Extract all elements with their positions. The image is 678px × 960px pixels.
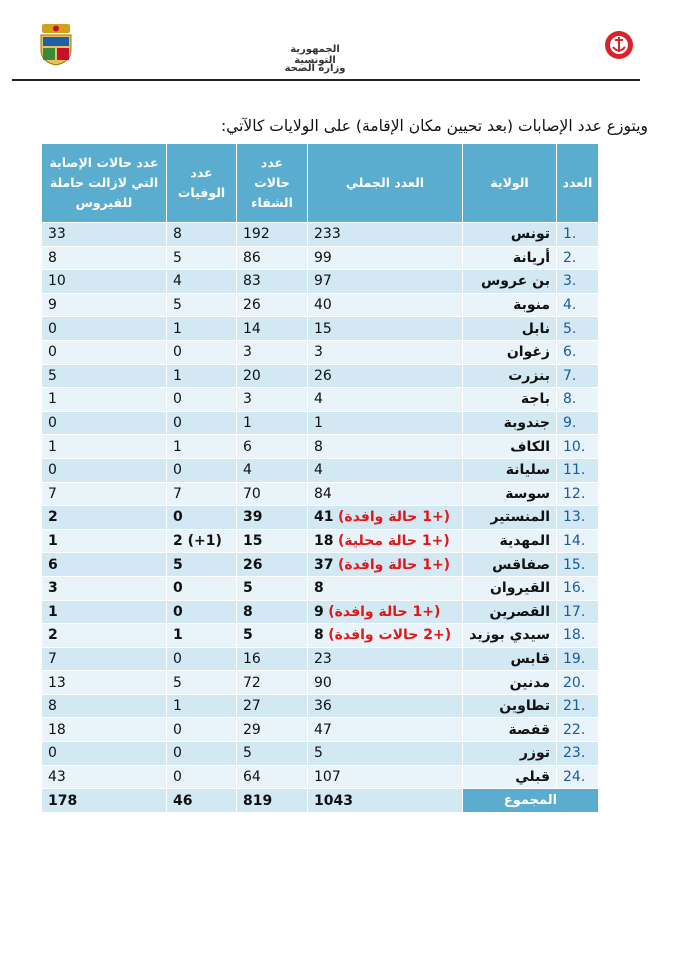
row-active: 1 [42, 600, 167, 624]
row-total [308, 694, 463, 718]
row-recovered: 3 [237, 340, 308, 364]
row-deaths: 0 [167, 742, 237, 766]
row-active: 9 [42, 293, 167, 317]
row-total-value: 8 [314, 627, 324, 644]
row-total [308, 600, 463, 624]
row-recovered: 6 [237, 435, 308, 459]
row-governorate: قابس [463, 647, 557, 671]
row-total [308, 506, 463, 530]
row-recovered: 29 [237, 718, 308, 742]
table-row [42, 624, 599, 648]
totals-label: المجموع [463, 789, 599, 813]
row-governorate: توزر [463, 742, 557, 766]
row-governorate: تونس [463, 223, 557, 247]
table-row [42, 458, 599, 482]
row-total [308, 435, 463, 459]
row-total [308, 223, 463, 247]
row-deaths: 5 [167, 553, 237, 577]
row-total-value: 26 [314, 367, 332, 384]
row-total-value: 47 [314, 721, 332, 738]
row-deaths: 2 (+1) [167, 529, 237, 553]
row-governorate: تطاوين [463, 694, 557, 718]
row-total [308, 411, 463, 435]
row-active: 43 [42, 765, 167, 789]
col-index-header: العدد [557, 144, 599, 223]
table-row [42, 270, 599, 294]
row-deaths: 5 [167, 293, 237, 317]
row-recovered: 1 [237, 411, 308, 435]
row-active: 0 [42, 340, 167, 364]
ministry-anchor-logo-icon [604, 30, 634, 60]
row-active: 6 [42, 553, 167, 577]
header-divider [12, 79, 640, 81]
row-index: 5. [557, 317, 599, 341]
table-row [42, 553, 599, 577]
row-index: 6. [557, 340, 599, 364]
row-active: 2 [42, 624, 167, 648]
row-governorate: قفصة [463, 718, 557, 742]
row-governorate: سوسة [463, 482, 557, 506]
row-recovered: 70 [237, 482, 308, 506]
row-governorate: أريانة [463, 246, 557, 270]
document-header [0, 0, 678, 85]
row-recovered: 5 [237, 576, 308, 600]
row-deaths: 7 [167, 482, 237, 506]
col-recovered-header: عدد حالات الشفاء [237, 144, 308, 223]
row-active: 7 [42, 482, 167, 506]
row-total-value: 23 [314, 650, 332, 667]
row-active: 1 [42, 529, 167, 553]
row-deaths: 0 [167, 340, 237, 364]
totals-deaths: 46 [167, 789, 237, 813]
row-index: 2. [557, 246, 599, 270]
row-index: 7. [557, 364, 599, 388]
row-total-note: (+2 حالات وافدة) [328, 627, 452, 644]
row-governorate: سيدي بوزيد [463, 624, 557, 648]
row-total [308, 270, 463, 294]
table-row [42, 506, 599, 530]
row-total [308, 388, 463, 412]
row-recovered: 15 [237, 529, 308, 553]
row-governorate: منوبة [463, 293, 557, 317]
row-index: 8. [557, 388, 599, 412]
row-total-value: 99 [314, 249, 332, 266]
row-total-note: (+1 حالة محلية) [337, 533, 450, 550]
row-index: 19. [557, 647, 599, 671]
row-index: 17. [557, 600, 599, 624]
row-total [308, 293, 463, 317]
row-total [308, 742, 463, 766]
row-total [308, 246, 463, 270]
row-total [308, 553, 463, 577]
row-total [308, 364, 463, 388]
row-total [308, 718, 463, 742]
row-recovered: 26 [237, 553, 308, 577]
row-index: 12. [557, 482, 599, 506]
row-active: 1 [42, 388, 167, 412]
row-deaths: 0 [167, 647, 237, 671]
row-total [308, 765, 463, 789]
row-active: 10 [42, 270, 167, 294]
row-recovered: 27 [237, 694, 308, 718]
row-total-value: 5 [314, 745, 323, 762]
row-total-value: 18 [314, 533, 334, 550]
row-total [308, 529, 463, 553]
col-governorate-header: الولاية [463, 144, 557, 223]
row-total-value: 107 [314, 768, 341, 785]
row-governorate: جندوبة [463, 411, 557, 435]
table-row [42, 482, 599, 506]
row-governorate: المنستير [463, 506, 557, 530]
row-active: 8 [42, 694, 167, 718]
table-row [42, 388, 599, 412]
row-recovered: 26 [237, 293, 308, 317]
row-governorate: باجة [463, 388, 557, 412]
row-recovered: 4 [237, 458, 308, 482]
row-total-note: (+1 حالة وافدة) [328, 603, 441, 620]
row-deaths: 4 [167, 270, 237, 294]
table-row [42, 694, 599, 718]
row-governorate: بن عروس [463, 270, 557, 294]
row-governorate: قبلي [463, 765, 557, 789]
row-active: 7 [42, 647, 167, 671]
row-deaths: 1 [167, 694, 237, 718]
table-row [42, 647, 599, 671]
row-total-value: 8 [314, 438, 323, 455]
row-index: 15. [557, 553, 599, 577]
row-recovered: 64 [237, 765, 308, 789]
row-active: 5 [42, 364, 167, 388]
row-recovered: 5 [237, 742, 308, 766]
row-index: 20. [557, 671, 599, 695]
row-total [308, 576, 463, 600]
row-deaths: 0 [167, 718, 237, 742]
row-index: 23. [557, 742, 599, 766]
row-governorate: الكاف [463, 435, 557, 459]
row-governorate: بنزرت [463, 364, 557, 388]
row-active: 0 [42, 458, 167, 482]
table-row [42, 576, 599, 600]
row-total [308, 317, 463, 341]
row-total [308, 647, 463, 671]
row-deaths: 1 [167, 364, 237, 388]
table-row [42, 718, 599, 742]
col-active-header: عدد حالات الإصابة التي لازالت حاملة للفيروس [42, 144, 167, 223]
row-recovered: 39 [237, 506, 308, 530]
table-row [42, 293, 599, 317]
row-deaths: 1 [167, 317, 237, 341]
row-total-value: 1 [314, 415, 323, 432]
row-governorate: صفاقس [463, 553, 557, 577]
row-index: 13. [557, 506, 599, 530]
row-index: 24. [557, 765, 599, 789]
row-total-value: 233 [314, 226, 341, 243]
row-index: 21. [557, 694, 599, 718]
table-row [42, 364, 599, 388]
row-active: 2 [42, 506, 167, 530]
row-recovered: 192 [237, 223, 308, 247]
row-governorate: القصرين [463, 600, 557, 624]
table-row [42, 223, 599, 247]
row-active: 3 [42, 576, 167, 600]
row-deaths: 0 [167, 458, 237, 482]
row-deaths: 5 [167, 671, 237, 695]
row-total-value: 9 [314, 603, 324, 620]
row-deaths: 0 [167, 411, 237, 435]
row-active: 18 [42, 718, 167, 742]
row-deaths: 8 [167, 223, 237, 247]
row-total-value: 36 [314, 698, 332, 715]
row-active: 8 [42, 246, 167, 270]
row-recovered: 8 [237, 600, 308, 624]
row-governorate: المهدية [463, 529, 557, 553]
row-total-value: 3 [314, 344, 323, 361]
table-row [42, 340, 599, 364]
row-governorate: زغوان [463, 340, 557, 364]
table-row [42, 317, 599, 341]
row-index: 10. [557, 435, 599, 459]
row-deaths: 0 [167, 765, 237, 789]
row-deaths: 1 [167, 435, 237, 459]
republic-label: الجمهورية التونسية [290, 44, 340, 66]
row-total [308, 482, 463, 506]
row-deaths: 5 [167, 246, 237, 270]
row-recovered: 5 [237, 624, 308, 648]
table-row [42, 411, 599, 435]
row-index: 9. [557, 411, 599, 435]
row-active: 0 [42, 742, 167, 766]
tunisia-emblem-icon [38, 22, 74, 66]
table-row [42, 671, 599, 695]
row-recovered: 16 [237, 647, 308, 671]
row-deaths: 0 [167, 600, 237, 624]
totals-recovered: 819 [237, 789, 308, 813]
totals-total: 1043 [308, 789, 463, 813]
cases-by-governorate-table [41, 143, 599, 813]
row-index: 16. [557, 576, 599, 600]
row-total-value: 84 [314, 485, 332, 502]
intro-text: ويتوزع عدد الإصابات (بعد تحيين مكان الإقامة) على الولايات كالآتي: [220, 117, 648, 135]
row-total [308, 340, 463, 364]
row-index: 4. [557, 293, 599, 317]
row-index: 3. [557, 270, 599, 294]
row-total-note: (+1 حالة وافدة) [337, 556, 451, 573]
row-total-value: 90 [314, 674, 332, 691]
row-active: 13 [42, 671, 167, 695]
totals-active: 178 [42, 789, 167, 813]
row-total-value: 37 [314, 556, 334, 573]
row-recovered: 14 [237, 317, 308, 341]
row-total-value: 15 [314, 320, 332, 337]
row-index: 18. [557, 624, 599, 648]
table-header-row [42, 144, 599, 223]
row-total [308, 624, 463, 648]
row-active: 0 [42, 317, 167, 341]
row-active: 33 [42, 223, 167, 247]
row-total-value: 40 [314, 297, 332, 314]
table-row [42, 600, 599, 624]
table-row [42, 435, 599, 459]
row-governorate: سليانة [463, 458, 557, 482]
row-total [308, 671, 463, 695]
totals-row [42, 789, 599, 813]
col-deaths-header: عدد الوفيات [167, 144, 237, 223]
row-total-value: 4 [314, 391, 323, 408]
col-total-header: العدد الجملي [308, 144, 463, 223]
row-deaths: 0 [167, 576, 237, 600]
row-deaths: 1 [167, 624, 237, 648]
table-row [42, 246, 599, 270]
row-governorate: مدنين [463, 671, 557, 695]
row-total-value: 4 [314, 462, 323, 479]
row-recovered: 20 [237, 364, 308, 388]
row-total-value: 97 [314, 273, 332, 290]
row-governorate: نابل [463, 317, 557, 341]
table-row [42, 742, 599, 766]
table-row [42, 529, 599, 553]
row-deaths: 0 [167, 388, 237, 412]
row-recovered: 83 [237, 270, 308, 294]
row-governorate: القيروان [463, 576, 557, 600]
row-recovered: 3 [237, 388, 308, 412]
row-index: 11. [557, 458, 599, 482]
row-total [308, 458, 463, 482]
row-total-note: (+1 حالة وافدة) [337, 509, 451, 526]
ministry-label: وزارة الصحة [284, 63, 346, 74]
row-active: 0 [42, 411, 167, 435]
row-index: 14. [557, 529, 599, 553]
table-row [42, 765, 599, 789]
row-index: 1. [557, 223, 599, 247]
row-active: 1 [42, 435, 167, 459]
row-deaths: 0 [167, 506, 237, 530]
row-index: 22. [557, 718, 599, 742]
row-total-value: 41 [314, 509, 334, 526]
row-recovered: 72 [237, 671, 308, 695]
row-recovered: 86 [237, 246, 308, 270]
row-total-value: 8 [314, 580, 324, 597]
